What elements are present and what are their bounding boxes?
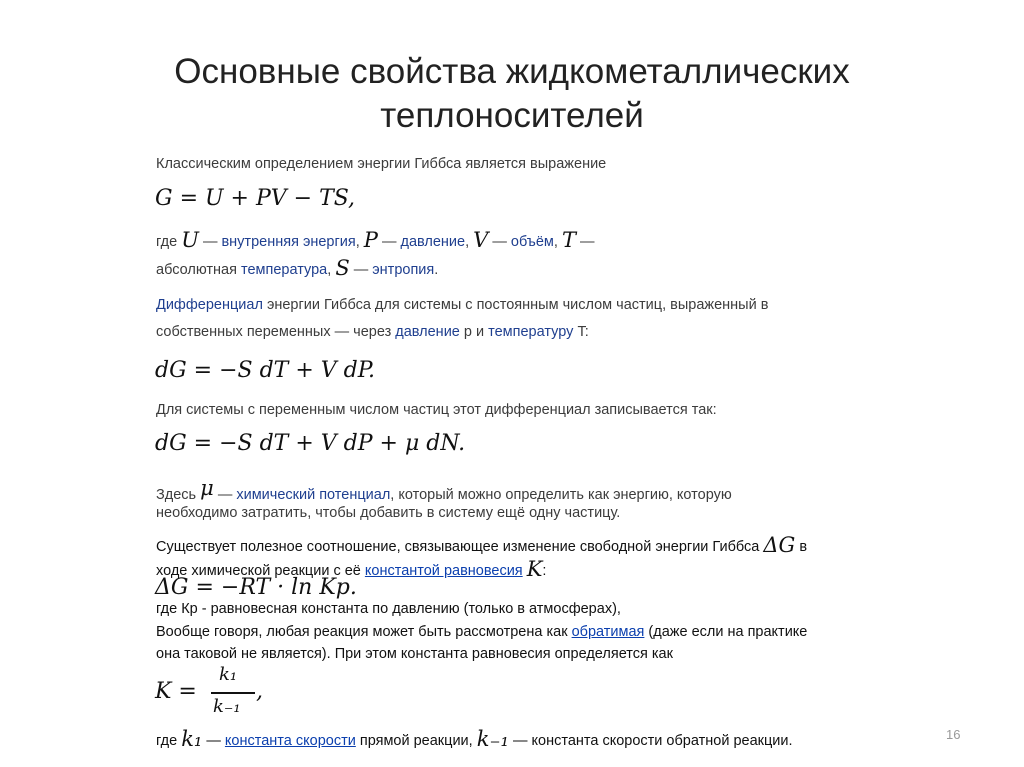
text-segment: — [202, 234, 218, 250]
differential-line-2 [156, 324, 589, 340]
reversible-line-2: она таковой не является). При этом константа равновесия определяется как [156, 646, 673, 662]
symbol-k-minus-1: k₋₁ [476, 727, 509, 751]
symbol-v: V [473, 228, 489, 252]
rate-constants-line [156, 727, 793, 751]
slide-title-line-2: теплоносителей [380, 96, 644, 135]
differential-equation-variable: dG = −S dT + V dP + μ dN. [155, 431, 466, 456]
text-segment: где [156, 733, 178, 749]
differential-line-1 [156, 297, 768, 313]
text-segment: T: [577, 324, 589, 340]
text-segment: — [381, 234, 397, 250]
text-segment: . [434, 262, 439, 278]
symbol-u: U [181, 228, 199, 252]
variable-particles-text: Для системы с переменным числом частиц этот дифференциал записывается так: [156, 402, 717, 418]
text-segment: прямой реакции, [359, 733, 473, 749]
text-segment: — [217, 487, 233, 503]
text-segment: Существует полезное соотношение, связывающее изменение свободной энергии Гиббса [156, 539, 760, 555]
link-equilibrium-constant[interactable]: константой равновесия [364, 563, 523, 579]
text-segment: энергии Гиббса для системы с постоянным числом частиц, выраженный в [266, 297, 769, 313]
fraction-bar [211, 692, 255, 694]
symbol-p: P [363, 228, 378, 252]
text-segment: , [465, 234, 470, 250]
text-segment: — [353, 262, 369, 278]
text-segment: абсолютная [156, 262, 237, 278]
text-segment: — константа скорости обратной реакции. [512, 733, 793, 749]
variables-line-2 [156, 256, 438, 280]
link-chemical-potential[interactable]: химический потенциал [236, 487, 391, 503]
link-rate-constant[interactable]: константа скорости [224, 733, 356, 749]
symbol-k: K [526, 557, 543, 581]
kp-explanation: где Кр - равновесная константа по давлению (только в атмосферах), [156, 601, 621, 617]
link-temperature-2[interactable]: температуру [488, 324, 574, 340]
symbol-k1: k₁ [181, 727, 203, 751]
equation-lhs: K = [155, 679, 197, 704]
fraction-denominator: k₋₁ [213, 696, 241, 717]
text-segment: в [799, 539, 808, 555]
text-segment: — [579, 234, 595, 250]
differential-equation: dG = −S dT + V dP. [155, 358, 376, 383]
gibbs-definition-intro: Классическим определением энергии Гиббса является выражение [156, 156, 607, 172]
link-entropy[interactable]: энтропия [372, 262, 435, 278]
equation-comma: , [256, 679, 263, 704]
link-volume[interactable]: объём [510, 234, 554, 250]
slide-title-line-1: Основные свойства жидкометаллических [174, 52, 850, 91]
link-pressure[interactable]: давление [400, 234, 466, 250]
gibbs-equilibrium-equation: ΔG = −RT · ln Kp. [155, 575, 357, 600]
text-segment: , [327, 262, 332, 278]
text-segment: , который можно определить как энергию, которую [390, 487, 732, 503]
relation-line-1 [156, 533, 807, 557]
text-segment: — [492, 234, 507, 250]
link-differential[interactable]: Дифференциал [156, 297, 263, 313]
symbol-mu: μ [200, 476, 214, 500]
text-segment: (даже если на практике [648, 624, 808, 640]
rate-constant-equation [155, 664, 275, 724]
link-internal-energy[interactable]: внутренняя энергия [221, 234, 356, 250]
text-segment: где [156, 234, 178, 250]
fraction-numerator: k₁ [219, 664, 238, 685]
text-segment: собственных переменных — через [156, 324, 392, 340]
chemical-potential-line-1 [156, 476, 732, 503]
symbol-t: T [561, 228, 576, 252]
text-segment: , [355, 234, 360, 250]
text-segment: , [553, 234, 558, 250]
text-segment: ходе химической реакции с её [156, 563, 361, 579]
text-segment: : [542, 563, 547, 579]
link-pressure-2[interactable]: давление [395, 324, 460, 340]
variables-line-1 [156, 228, 594, 252]
gibbs-equation: G = U + PV − TS, [155, 186, 356, 211]
symbol-delta-g: ΔG [763, 533, 796, 557]
page-number: 16 [946, 727, 961, 742]
text-segment: Здесь [156, 487, 197, 503]
link-reversible[interactable]: обратимая [571, 624, 645, 640]
text-segment: — [206, 733, 221, 749]
text-segment: p и [463, 324, 485, 340]
reversible-line-1 [156, 624, 807, 640]
text-segment: Вообще говоря, любая реакция может быть рассмотрена как [156, 624, 568, 640]
chemical-potential-line-2: необходимо затратить, чтобы добавить в систему ещё одну частицу. [156, 505, 621, 521]
symbol-s: S [335, 256, 350, 280]
link-temperature[interactable]: температура [240, 262, 328, 278]
